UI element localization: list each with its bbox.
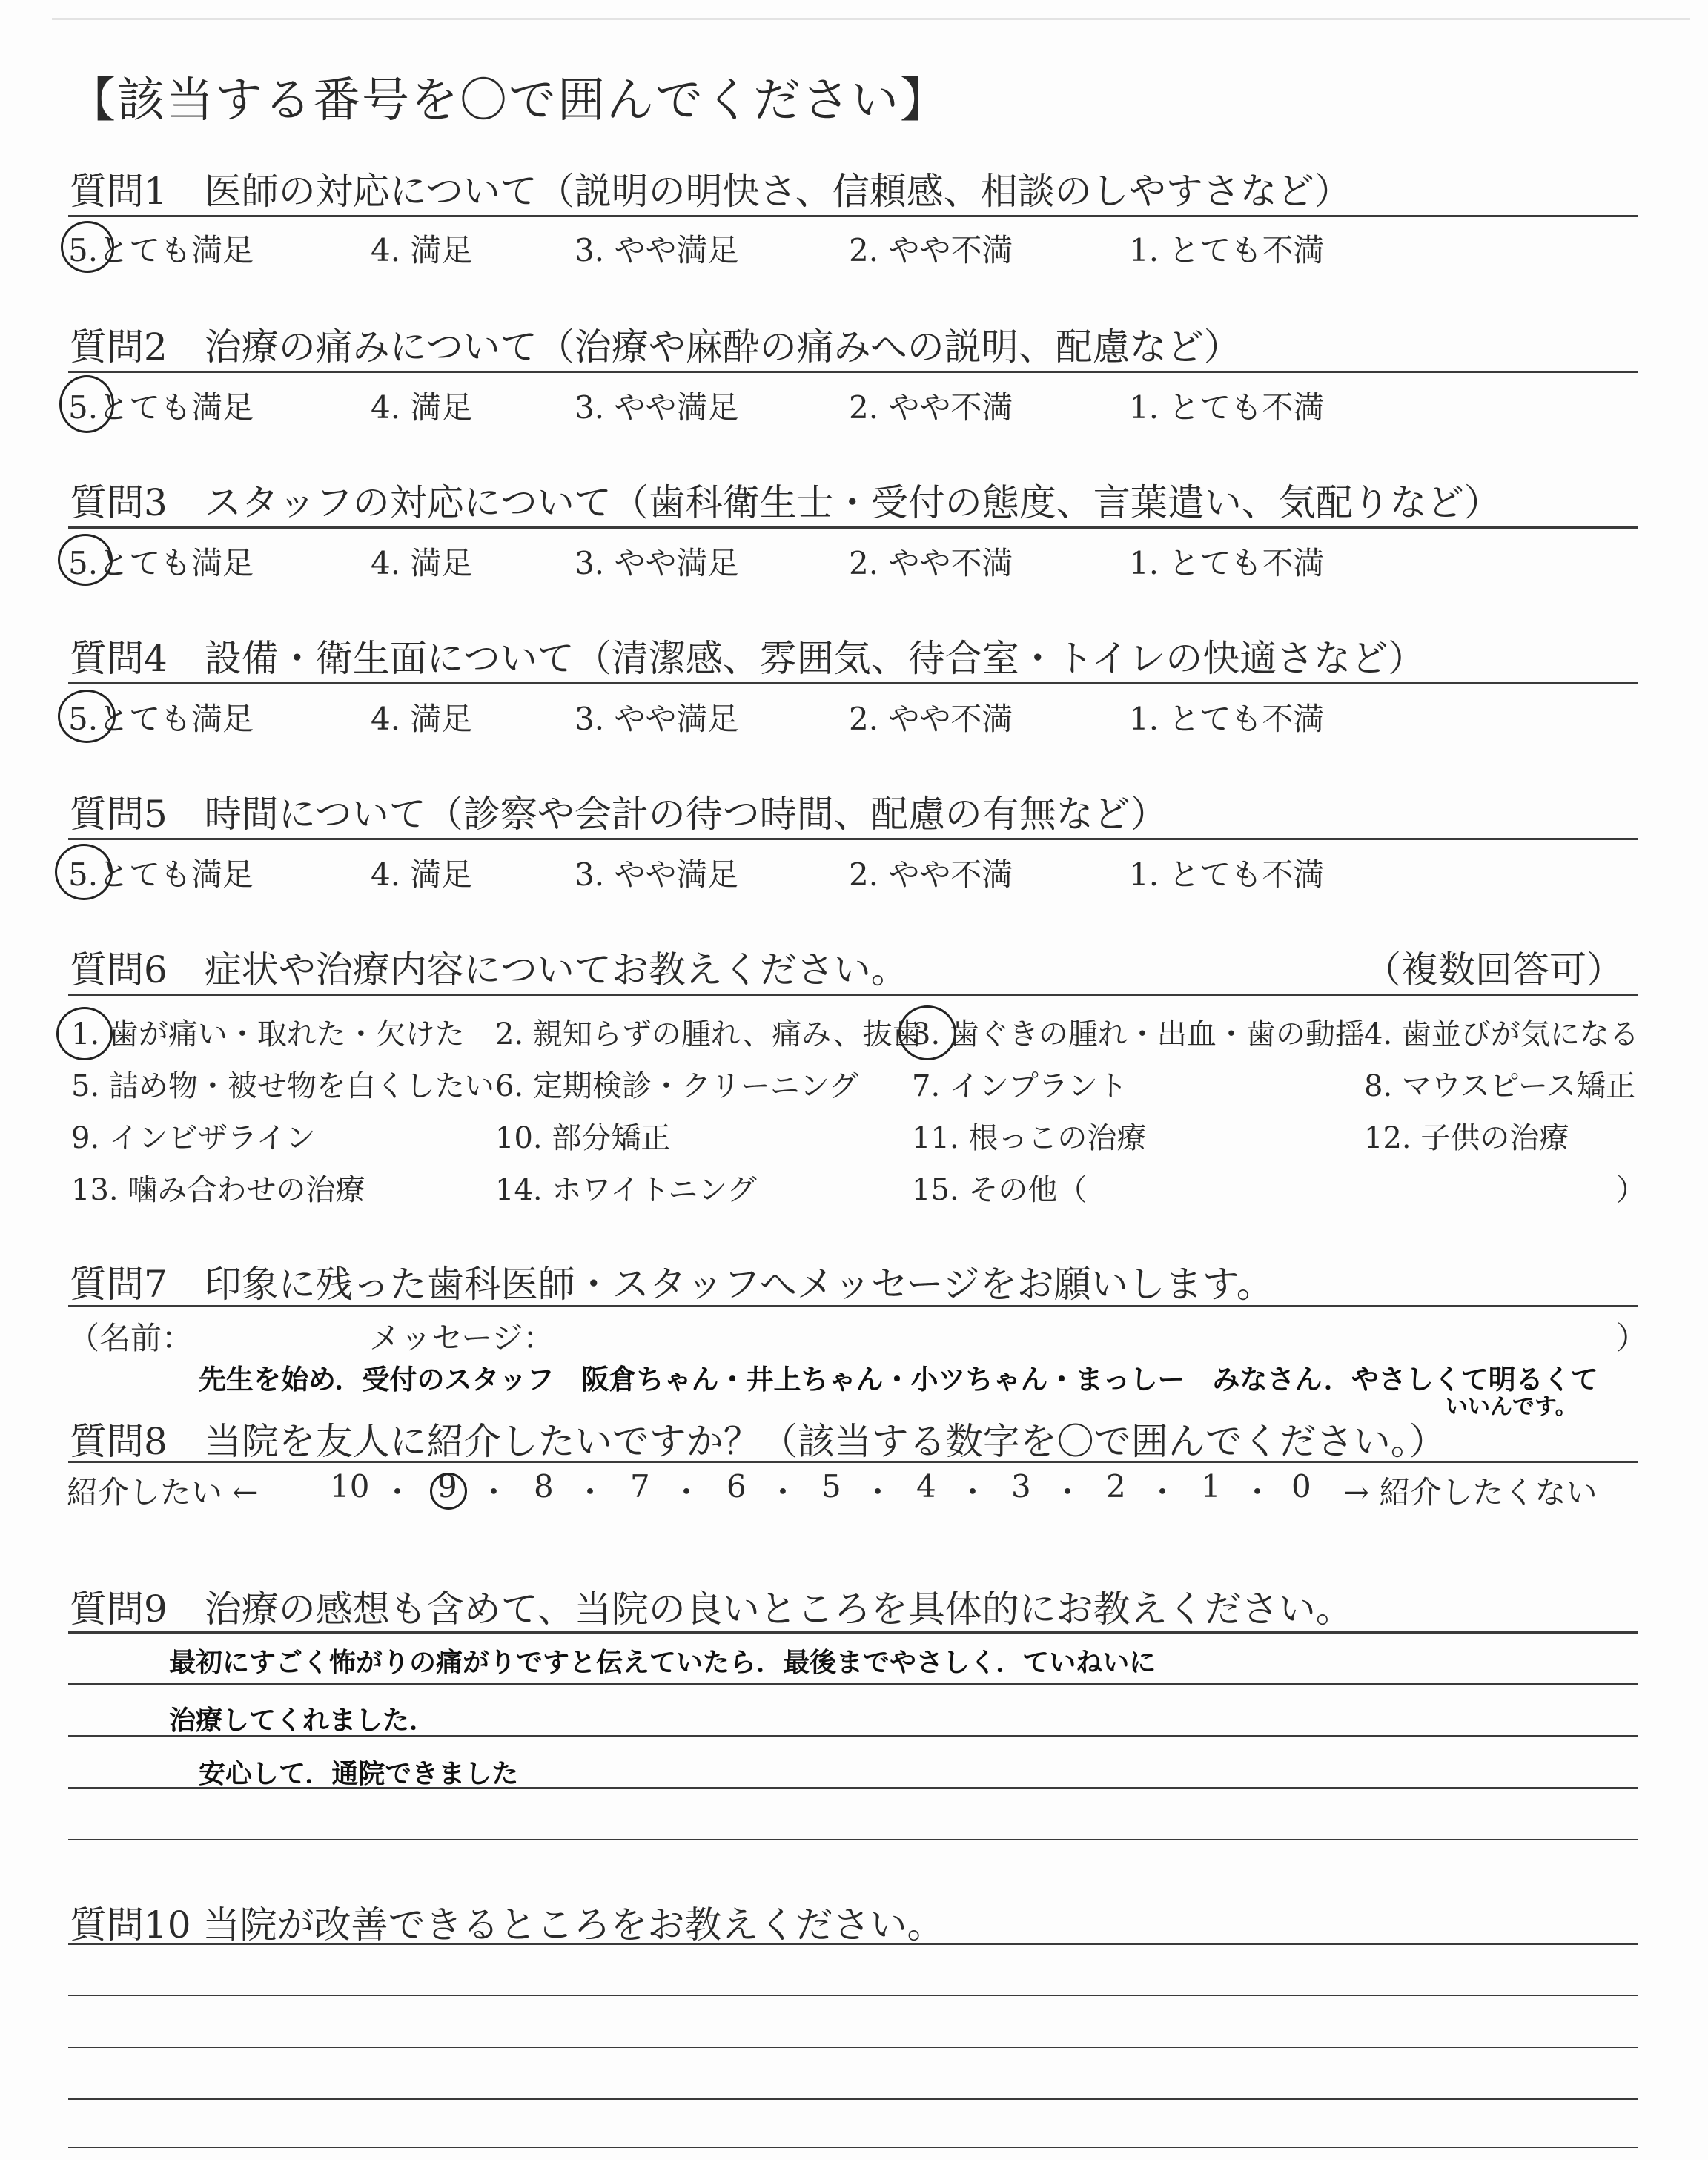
- question-2: 質問2 治療の痛みについて（治療や麻酔の痛みへの説明、配慮など）: [70, 326, 1241, 369]
- q1-selected-circle: [61, 221, 114, 273]
- q6-option-7[interactable]: 7. インプラント: [912, 1069, 1128, 1103]
- q8-dot: ・: [957, 1474, 989, 1510]
- question-6-note: （複数回答可）: [1364, 948, 1623, 991]
- q8-score-1[interactable]: 1: [1201, 1468, 1221, 1505]
- q2-option-5[interactable]: 5.とても満足: [68, 389, 254, 426]
- q6-option-15[interactable]: 15. その他（: [912, 1173, 1088, 1207]
- q8-dot: ・: [382, 1474, 414, 1510]
- q9-handwritten-line: 安心して．通院できました: [199, 1759, 519, 1789]
- q9-answer-line: [68, 1839, 1638, 1840]
- q10-answer-line: [68, 1995, 1638, 1996]
- question-9: 質問9 治療の感想も含めて、当院の良いところを具体的にお教えください。: [70, 1588, 1353, 1631]
- question-8: 質問8 当院を友人に紹介したいですか？（該当する数字を〇で囲んでください。）: [70, 1420, 1446, 1463]
- q3-selected-circle: [58, 534, 113, 586]
- question-1-rule: [68, 215, 1638, 217]
- q8-dot: ・: [478, 1474, 510, 1510]
- question-9-rule: [68, 1631, 1638, 1634]
- q3-option-3[interactable]: 3. やや満足: [575, 545, 739, 581]
- q8-score-4[interactable]: 4: [916, 1468, 936, 1505]
- question-2-rule: [68, 371, 1638, 373]
- q1-option-3[interactable]: 3. やや満足: [575, 232, 739, 268]
- q8-dot: ・: [1147, 1474, 1179, 1510]
- question-5: 質問5 時間について（診察や会計の待つ時間、配慮の有無など）: [70, 793, 1168, 836]
- q8-dot: ・: [575, 1474, 606, 1510]
- q8-dot: ・: [1242, 1474, 1274, 1510]
- q6-option-4[interactable]: 4. 歯並びが気になる: [1364, 1017, 1639, 1051]
- q4-selected-circle: [58, 690, 116, 743]
- question-7: 質問7 印象に残った歯科医師・スタッフへメッセージをお願いします。: [70, 1263, 1274, 1306]
- q4-option-4[interactable]: 4. 満足: [371, 701, 473, 737]
- q4-option-1[interactable]: 1. とても不満: [1129, 701, 1325, 737]
- q3-option-5[interactable]: 5.とても満足: [68, 545, 254, 581]
- q10-answer-line: [68, 2147, 1638, 2148]
- q6-option-5[interactable]: 5. 詰め物・被せ物を白くしたい: [71, 1069, 494, 1103]
- q2-option-1[interactable]: 1. とても不満: [1129, 389, 1325, 426]
- q1-option-1[interactable]: 1. とても不満: [1129, 232, 1325, 268]
- q5-option-3[interactable]: 3. やや満足: [575, 856, 739, 893]
- q8-left-label: 紹介したい ←: [67, 1474, 259, 1510]
- q6-option-9[interactable]: 9. インビザライン: [71, 1121, 316, 1155]
- q3-option-4[interactable]: 4. 満足: [371, 545, 473, 581]
- q8-score-10[interactable]: 10: [330, 1468, 370, 1505]
- q5-selected-circle: [55, 844, 113, 900]
- q8-dot: ・: [862, 1474, 894, 1510]
- q9-handwritten-line: 最初にすごく怖がりの痛がりですと伝えていたら．最後までやさしく．ていねいに: [169, 1648, 1156, 1678]
- top-border: [52, 18, 1690, 20]
- q8-score-7[interactable]: 7: [630, 1468, 650, 1505]
- q3-option-2[interactable]: 2. やや不満: [849, 545, 1013, 581]
- q8-score-3[interactable]: 3: [1011, 1468, 1031, 1505]
- q1-option-4[interactable]: 4. 満足: [371, 232, 473, 268]
- q6-option-14[interactable]: 14. ホワイトニング: [495, 1173, 757, 1207]
- question-4: 質問4 設備・衛生面について（清潔感、雰囲気、待合室・トイレの快適さなど）: [70, 637, 1426, 680]
- q8-score-5[interactable]: 5: [821, 1468, 841, 1505]
- q7-close-paren: ）: [1616, 1320, 1648, 1356]
- question-3-rule: [68, 526, 1638, 529]
- q9-answer-line: [68, 1683, 1638, 1685]
- question-6-rule: [68, 994, 1638, 996]
- q8-dot: ・: [1052, 1474, 1084, 1510]
- question-3: 質問3 スタッフの対応について（歯科衛生士・受付の態度、言葉遣い、気配りなど）: [70, 481, 1501, 524]
- q6-selected-circle-3: [898, 1005, 956, 1060]
- q6-option-1[interactable]: 1. 歯が痛い・取れた・欠けた: [71, 1017, 465, 1051]
- q8-score-0[interactable]: 0: [1291, 1468, 1311, 1505]
- q6-option-10[interactable]: 10. 部分矯正: [495, 1121, 671, 1155]
- question-10-rule: [68, 1943, 1638, 1945]
- q7-handwritten-message-2: いいんです。: [1446, 1394, 1578, 1420]
- q5-option-1[interactable]: 1. とても不満: [1129, 856, 1325, 893]
- q6-option-3[interactable]: 3. 歯ぐきの腫れ・出血・歯の動揺: [912, 1017, 1365, 1051]
- q6-selected-circle-1: [56, 1007, 113, 1060]
- q1-option-5[interactable]: 5.とても満足: [68, 232, 254, 268]
- q7-message-label: メッセージ：: [369, 1320, 555, 1356]
- q2-option-2[interactable]: 2. やや不満: [849, 389, 1013, 426]
- question-10: 質問10 当院が改善できるところをお教えください。: [70, 1903, 944, 1946]
- q1-option-2[interactable]: 2. やや不満: [849, 232, 1013, 268]
- q8-dot: ・: [767, 1474, 799, 1510]
- q5-option-4[interactable]: 4. 満足: [371, 856, 473, 893]
- q4-option-5[interactable]: 5.とても満足: [68, 701, 254, 737]
- form-title: 【該当する番号を〇で囲んでください】: [68, 73, 949, 128]
- q6-option-8[interactable]: 8. マウスピース矯正: [1364, 1069, 1636, 1103]
- q7-handwritten-message: 先生を始め．受付のスタッフ 阪倉ちゃん・井上ちゃん・小ツちゃん・まっしー みなさん．やさしくて明るくて: [199, 1364, 1598, 1396]
- q7-name-label: （名前：: [68, 1320, 193, 1356]
- question-1: 質問1 医師の対応について（説明の明快さ、信頼感、相談のしやすさなど）: [70, 170, 1351, 213]
- q5-option-5[interactable]: 5.とても満足: [68, 856, 254, 893]
- q2-option-4[interactable]: 4. 満足: [371, 389, 473, 426]
- q8-score-6[interactable]: 6: [726, 1468, 747, 1505]
- q8-dot: ・: [671, 1474, 703, 1510]
- question-7-rule: [68, 1305, 1638, 1307]
- q8-score-8[interactable]: 8: [534, 1468, 554, 1505]
- q8-score-9[interactable]: 9: [437, 1468, 457, 1505]
- q6-option-11[interactable]: 11. 根っこの治療: [912, 1121, 1147, 1155]
- q6-option-13[interactable]: 13. 噛み合わせの治療: [71, 1173, 365, 1207]
- question-5-rule: [68, 838, 1638, 840]
- q9-handwritten-line: 治療してくれました．: [169, 1705, 437, 1736]
- q8-selected-circle: [430, 1473, 467, 1510]
- q5-option-2[interactable]: 2. やや不満: [849, 856, 1013, 893]
- q10-answer-line: [68, 2098, 1638, 2100]
- q6-option-6[interactable]: 6. 定期検診・クリーニング: [495, 1069, 859, 1103]
- q4-option-2[interactable]: 2. やや不満: [849, 701, 1013, 737]
- q2-selected-circle: [59, 375, 114, 433]
- q6-option-2[interactable]: 2. 親知らずの腫れ、痛み、抜歯: [495, 1017, 922, 1051]
- q6-option-15-close: ）: [1616, 1173, 1646, 1207]
- q6-option-12[interactable]: 12. 子供の治療: [1364, 1121, 1569, 1155]
- q8-score-2[interactable]: 2: [1106, 1468, 1126, 1505]
- q8-right-label: → 紹介したくない: [1343, 1474, 1598, 1510]
- q2-option-3[interactable]: 3. やや満足: [575, 389, 739, 426]
- q3-option-1[interactable]: 1. とても不満: [1129, 545, 1325, 581]
- question-8-rule: [68, 1461, 1638, 1463]
- question-6: 質問6 症状や治療内容についてお教えください。: [70, 948, 908, 991]
- q10-answer-line: [68, 2047, 1638, 2048]
- question-4-rule: [68, 682, 1638, 684]
- q4-option-3[interactable]: 3. やや満足: [575, 701, 739, 737]
